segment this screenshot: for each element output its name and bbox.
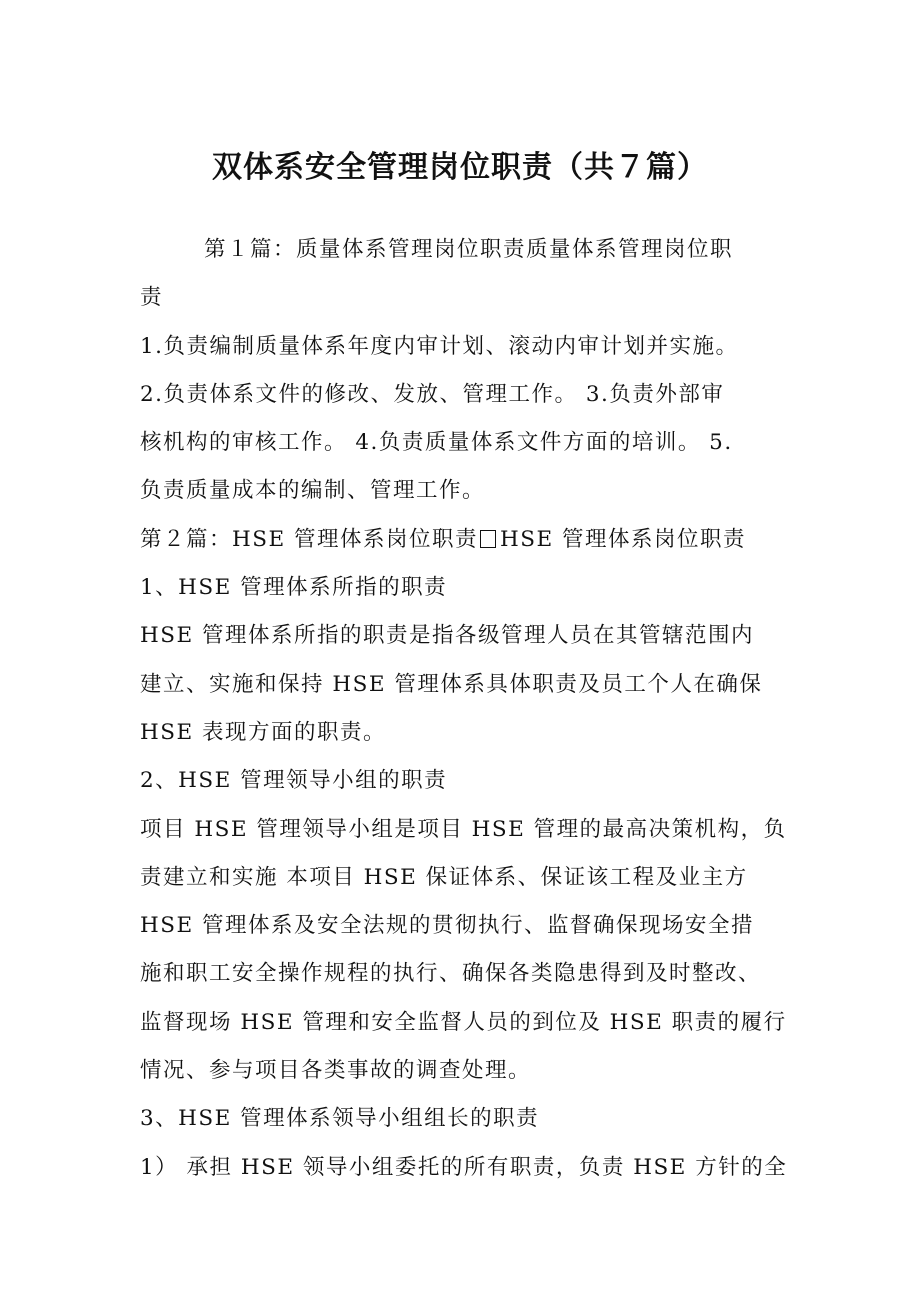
subheading-line: 2、HSE 管理领导小组的职责 <box>140 768 448 794</box>
document-title: 双体系安全管理岗位职责（共７篇） <box>212 150 708 185</box>
paragraph-line: 核机构的审核工作。 4.负责质量体系文件方面的培训。 5. <box>140 430 733 456</box>
paragraph-line: 项目 HSE 管理领导小组是项目 HSE 管理的最高决策机构，负 <box>140 816 787 842</box>
paragraph-line: 责建立和实施 本项目 HSE 保证体系、保证该工程及业主方 <box>140 864 748 890</box>
paragraph-line: HSE 表现方面的职责。 <box>140 719 387 745</box>
paragraph-line: 情况、参与项目各类事故的调查处理。 <box>140 1058 532 1084</box>
section-heading-part: 第２篇：HSE 管理体系岗位职责 <box>140 526 479 552</box>
paragraph-line: 2.负责体系文件的修改、发放、管理工作。 3.负责外部审 <box>140 381 725 407</box>
subheading-line: 1、HSE 管理体系所指的职责 <box>140 575 448 601</box>
paragraph-line: 负责质量成本的编制、管理工作。 <box>140 478 486 504</box>
paragraph-line: 第１篇：质量体系管理岗位职责质量体系管理岗位职 <box>204 237 734 262</box>
paragraph-line: 1.负责编制质量体系年度内审计划、滚动内审计划并实施。 <box>140 333 739 359</box>
document-body <box>140 226 788 1192</box>
placeholder-box-icon <box>480 530 496 548</box>
paragraph-line: HSE 管理体系及安全法规的贯彻执行、监督确保现场安全措 <box>140 913 755 939</box>
subheading-line: 3、HSE 管理体系领导小组组长的职责 <box>140 1106 540 1132</box>
paragraph-line: 监督现场 HSE 管理和安全监督人员的到位及 HSE 职责的履行 <box>140 1009 787 1035</box>
paragraph-line: 1） 承担 HSE 领导小组委托的所有职责，负责 HSE 方针的全 <box>140 1154 788 1180</box>
paragraph-line: HSE 管理体系所指的职责是指各级管理人员在其管辖范围内 <box>140 623 755 649</box>
section-heading-part: HSE 管理体系岗位职责 <box>500 526 747 552</box>
paragraph-line: 建立、实施和保持 HSE 管理体系具体职责及员工个人在确保 <box>140 671 763 697</box>
section-heading-line <box>140 516 788 564</box>
paragraph-line: 施和职工安全操作规程的执行、确保各类隐患得到及时整改、 <box>140 961 762 987</box>
paragraph-line: 责 <box>140 285 164 311</box>
